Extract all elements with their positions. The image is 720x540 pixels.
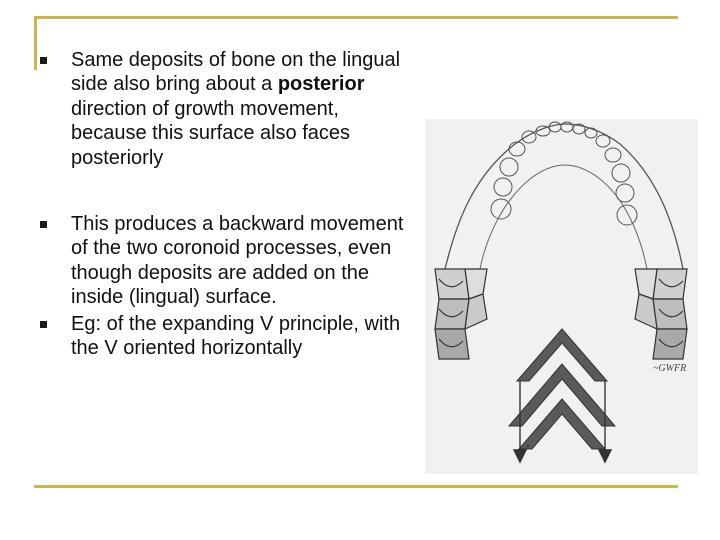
bullet-item [40, 48, 410, 170]
bullet-item [40, 212, 410, 310]
frame-top-rule [34, 16, 678, 19]
bullet-text-part: Same deposits of bone on the lingual side also bring about a [71, 49, 401, 96]
bullet-bold-term: posterior [277, 73, 365, 96]
illustration-signature: ~GWFR [653, 363, 687, 374]
square-bullet-icon [40, 57, 47, 64]
bullet-text: Eg: of the expanding V principle, with the V oriented horizontally [71, 312, 401, 360]
mandible-illustration [425, 119, 698, 474]
square-bullet-icon [40, 221, 47, 228]
frame-bottom-rule [34, 485, 678, 488]
mandible-drawing-icon [425, 119, 698, 474]
bullet-text: This produces a backward movement of the two coronoid processes, even though deposits are added on the inside (lingual) surface. [71, 213, 404, 309]
frame-left-rule [34, 16, 37, 70]
bullet-text-part: direction of growth movement, because this surface also faces posteriorly [71, 97, 351, 169]
bullet-item [40, 312, 410, 361]
bullet-list [40, 48, 410, 360]
square-bullet-icon [40, 321, 47, 328]
